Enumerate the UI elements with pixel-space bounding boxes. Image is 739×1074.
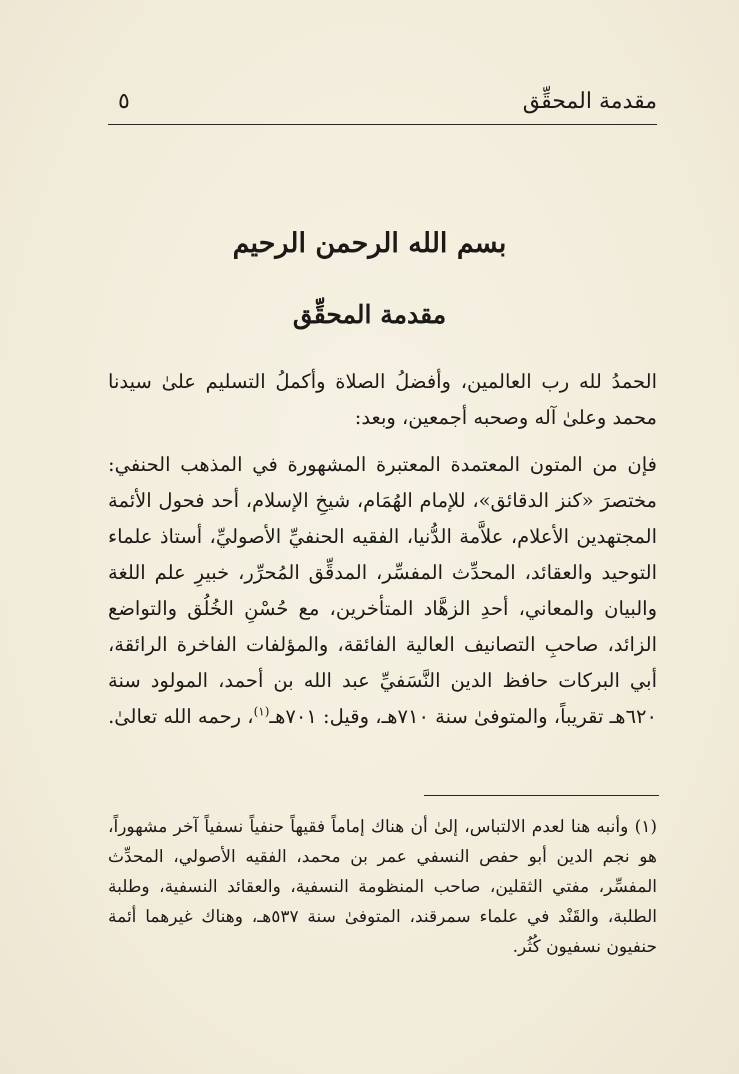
section-title: مقدمة المحقِّق <box>292 300 447 329</box>
header-title: مقدمة المحقِّق <box>522 89 657 114</box>
header-rule <box>108 124 657 125</box>
running-header <box>108 82 657 124</box>
page-number: ٥ <box>118 89 130 114</box>
footnote-reference[interactable]: (١) <box>253 704 270 719</box>
footnote-text: (١) وأنبه هنا لعدم الالتباس، إلىٰ أن هناك إماماً فقيهاً حنفياً نسفياً آخر مشهوراً، هو نجم الدين أبو حفص النسفي عمر بن محمد، الفقيه الأصولي، المحدِّث المفسِّر، مفتي الثقلين، صاحب المنظومة النسفية، والعقائد النسفية، وطلبة الطلبة، والقَنْد في علماء سمرقند، المتوفىٰ سنة ٥٣٧هـ، وهناك غيرهما أئمة حنفيون نسفيون كُثُر. <box>108 817 657 957</box>
paragraph-author-tail: ، رحمه الله تعالىٰ. <box>108 705 254 728</box>
main-text <box>108 364 657 746</box>
basmala-heading: بسم الله الرحمن الرحيم <box>232 228 507 259</box>
paragraph-author-text: فإن من المتون المعتمدة المعتبرة المشهورة في المذهب الحنفي: مختصرَ «كنز الدقائق»، للإمام الهُمَام، شيخِ الإسلام، أحد فحول الأئمة المجتهدين الأعلام، علاَّمة الدُّنيا، الفقيه الحنفيِّ الأصوليِّ، أستاذ علماء التوحيد والعقائد، المحدِّث المفسِّر، المدقِّق المُحرِّر، خبيرِ علم اللغة والبيان والمعاني، أحدِ الزهَّاد المتأخرين، مع حُسْنِ الخُلُق والتواضع الزائد، صاحبِ التصانيف العالية الفائقة، والمؤلفات الفاخرة الرائقة، أبي البركات حافظ الدين النَّسَفيِّ عبد الله بن أحمد، المولود سنة ٦٢٠هـ تقريباً، والمتوفىٰ سنة ٧١٠هـ، وقيل: ٧٠١هـ <box>108 453 657 728</box>
paragraph-author <box>108 447 657 735</box>
paragraph-opening: الحمدُ لله رب العالمين، وأفضلُ الصلاة وأكملُ التسليم علىٰ سيدنا محمد وعلىٰ آله وصحبه أجمعين، وبعد: <box>108 370 657 429</box>
footnote-rule <box>424 795 659 796</box>
footnote <box>108 812 657 962</box>
